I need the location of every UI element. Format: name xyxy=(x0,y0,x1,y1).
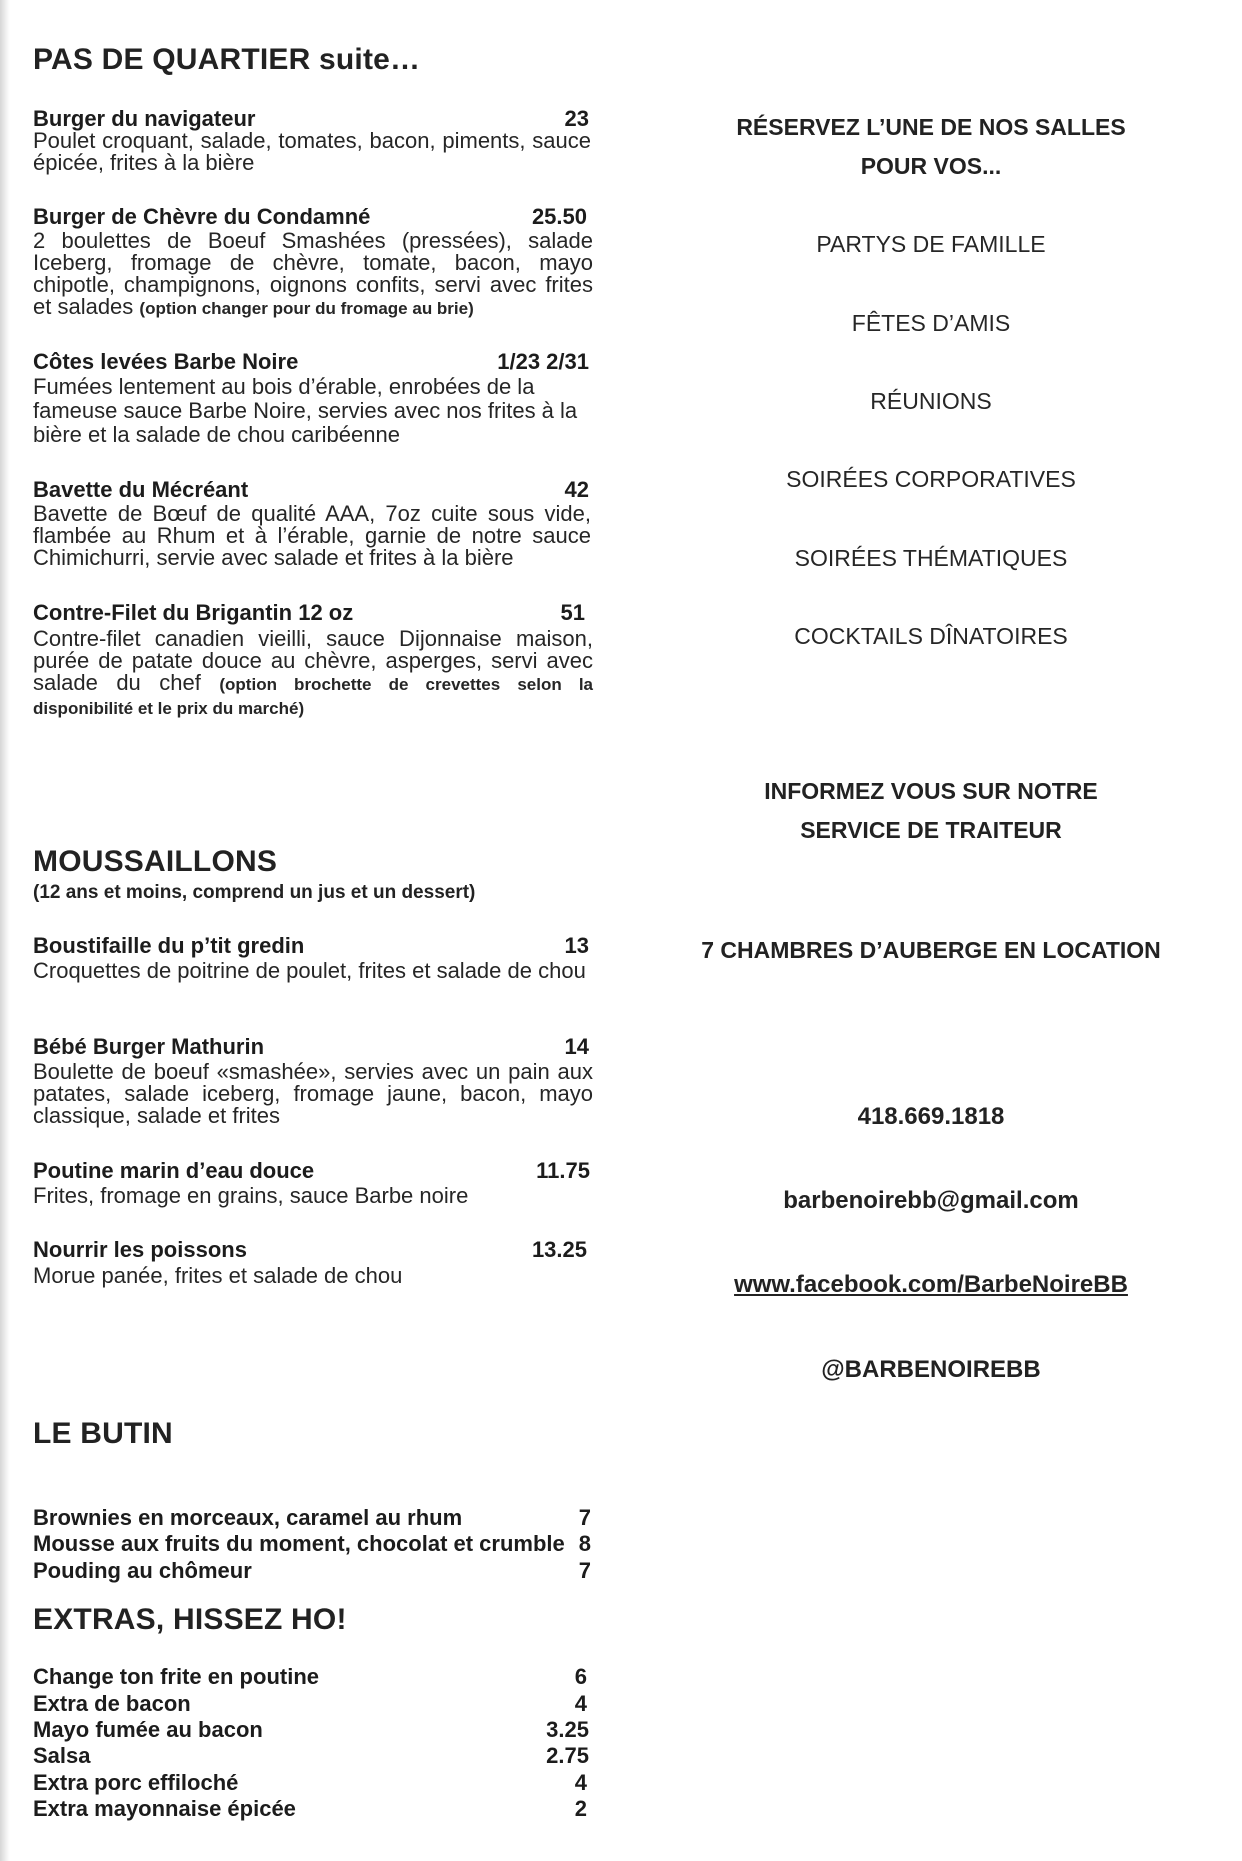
extra-price: 2 xyxy=(574,1796,587,1821)
menu-item-price: 11.75 xyxy=(536,1158,590,1183)
dessert-price: 8 xyxy=(578,1531,591,1556)
menu-item-name: Burger de Chèvre du Condamné xyxy=(33,204,371,229)
menu-item-price: 13 xyxy=(564,933,589,958)
menu-item-name: Burger du navigateur xyxy=(33,106,256,131)
extra-name: Extra mayonnaise épicée xyxy=(33,1796,296,1821)
dessert-name: Pouding au chômeur xyxy=(33,1558,252,1583)
event-type: SOIRÉES CORPORATIVES xyxy=(786,466,1076,492)
menu-item-description: Fumées lentement au bois d’érable, enrobées de la fameuse sauce Barbe Noire, servies avec nos frites à la bière et la salade de chou caribéenne xyxy=(33,374,578,447)
section-subtitle-moussaillons: (12 ans et moins, comprend un jus et un dessert) xyxy=(33,882,476,903)
section-title-pas-de-quartier: PAS DE QUARTIER suite… xyxy=(33,43,421,76)
menu-item-price: 25.50 xyxy=(531,204,587,229)
event-type: COCKTAILS DÎNATOIRES xyxy=(794,623,1068,649)
menu-item-price: 23 xyxy=(564,106,589,131)
menu-item-description-text: Contre-filet canadien vieilli, sauce Dijonnaise maison, purée de patate douce au chèvre, asperges, servi avec salade du chef xyxy=(33,626,593,695)
dessert-name: Mousse aux fruits du moment, chocolat et crumble xyxy=(33,1531,565,1556)
section-title-le-butin: LE BUTIN xyxy=(33,1417,173,1450)
extra-price: 4 xyxy=(574,1770,587,1795)
menu-item-description: Morue panée, frites et salade de chou xyxy=(33,1263,403,1288)
section-title-extras: EXTRAS, HISSEZ HO! xyxy=(33,1603,347,1636)
event-type: FÊTES D’AMIS xyxy=(851,310,1011,336)
menu-item-price: 1/23 2/31 xyxy=(497,349,589,374)
extra-name: Extra porc effiloché xyxy=(33,1770,239,1795)
menu-item-description xyxy=(33,230,593,320)
traiteur-heading-line1: INFORMEZ VOUS SUR NOTRE xyxy=(764,778,1098,804)
social-handle: @BARBENOIREBB xyxy=(821,1356,1041,1383)
menu-item-description: Frites, fromage en grains, sauce Barbe noire xyxy=(33,1183,469,1208)
menu-item-price: 51 xyxy=(560,600,585,625)
dessert-price: 7 xyxy=(578,1558,591,1583)
event-type: PARTYS DE FAMILLE xyxy=(816,231,1046,257)
extra-price: 2.75 xyxy=(546,1743,589,1768)
menu-item-option-note: (option brochette de crevettes selon la disponibilité et le prix du marché) xyxy=(33,675,593,718)
menu-item-name: Côtes levées Barbe Noire xyxy=(33,349,299,374)
menu-item-name: Bavette du Mécréant xyxy=(33,477,249,502)
reservation-heading xyxy=(651,108,1211,186)
traiteur-heading xyxy=(651,772,1211,850)
menu-item-name: Boustifaille du p’tit gredin xyxy=(33,933,305,958)
menu-item-name: Contre-Filet du Brigantin 12 oz xyxy=(33,600,354,625)
menu-item-option-note: (option changer pour du fromage au brie) xyxy=(139,299,474,318)
menu-item-price: 13.25 xyxy=(531,1237,587,1262)
menu-item-name: Poutine marin d’eau douce xyxy=(33,1158,315,1183)
event-type: SOIRÉES THÉMATIQUES xyxy=(794,545,1068,571)
dessert-name: Brownies en morceaux, caramel au rhum xyxy=(33,1505,463,1530)
email-address[interactable]: barbenoirebb@gmail.com xyxy=(783,1187,1079,1214)
menu-item-description: Boulette de boeuf «smashée», servies avec un pain aux patates, salade iceberg, fromage jaune, bacon, mayo classique, salade et frites xyxy=(33,1059,593,1128)
menu-item-price: 42 xyxy=(564,477,589,502)
menu-item-description: Croquettes de poitrine de poulet, frites et salade de chou xyxy=(33,958,586,983)
section-title-moussaillons: MOUSSAILLONS xyxy=(33,845,278,878)
reservation-heading-line1: RÉSERVEZ L’UNE DE NOS SALLES xyxy=(736,114,1126,140)
menu-item-description-text: 2 boulettes de Boeuf Smashées (pressées), salade Iceberg, fromage de chèvre, tomate, bacon, mayo chipotle, champignons, oignons confits, servi avec frites et salades xyxy=(33,228,593,319)
extra-name: Extra de bacon xyxy=(33,1691,191,1716)
extra-price: 4 xyxy=(574,1691,587,1716)
phone-number: 418.669.1818 xyxy=(857,1103,1005,1130)
menu-item-price: 14 xyxy=(564,1034,589,1059)
dessert-price: 7 xyxy=(578,1505,591,1530)
reservation-heading-line2: POUR VOS... xyxy=(860,153,1002,179)
extra-price: 3.25 xyxy=(546,1717,589,1742)
menu-item-description: Bavette de Bœuf de qualité AAA, 7oz cuite sous vide, flambée au Rhum et à l’érable, garnie de notre sauce Chimichurri, servie avec salade et frites à la bière xyxy=(33,501,591,570)
extra-name: Mayo fumée au bacon xyxy=(33,1717,263,1742)
facebook-link[interactable]: www.facebook.com/BarbeNoireBB xyxy=(734,1271,1128,1298)
menu-item-description xyxy=(33,628,593,720)
extra-price: 6 xyxy=(574,1664,587,1689)
traiteur-heading-line2: SERVICE DE TRAITEUR xyxy=(800,817,1062,843)
event-type: RÉUNIONS xyxy=(870,388,992,414)
extra-name: Salsa xyxy=(33,1743,91,1768)
menu-item-name: Nourrir les poissons xyxy=(33,1237,247,1262)
auberge-rooms: 7 CHAMBRES D’AUBERGE EN LOCATION xyxy=(701,937,1161,963)
menu-item-name: Bébé Burger Mathurin xyxy=(33,1034,265,1059)
extra-name: Change ton frite en poutine xyxy=(33,1664,319,1689)
page-left-edge-shadow xyxy=(0,0,10,1861)
menu-item-description: Poulet croquant, salade, tomates, bacon, piments, sauce épicée, frites à la bière xyxy=(33,128,591,175)
